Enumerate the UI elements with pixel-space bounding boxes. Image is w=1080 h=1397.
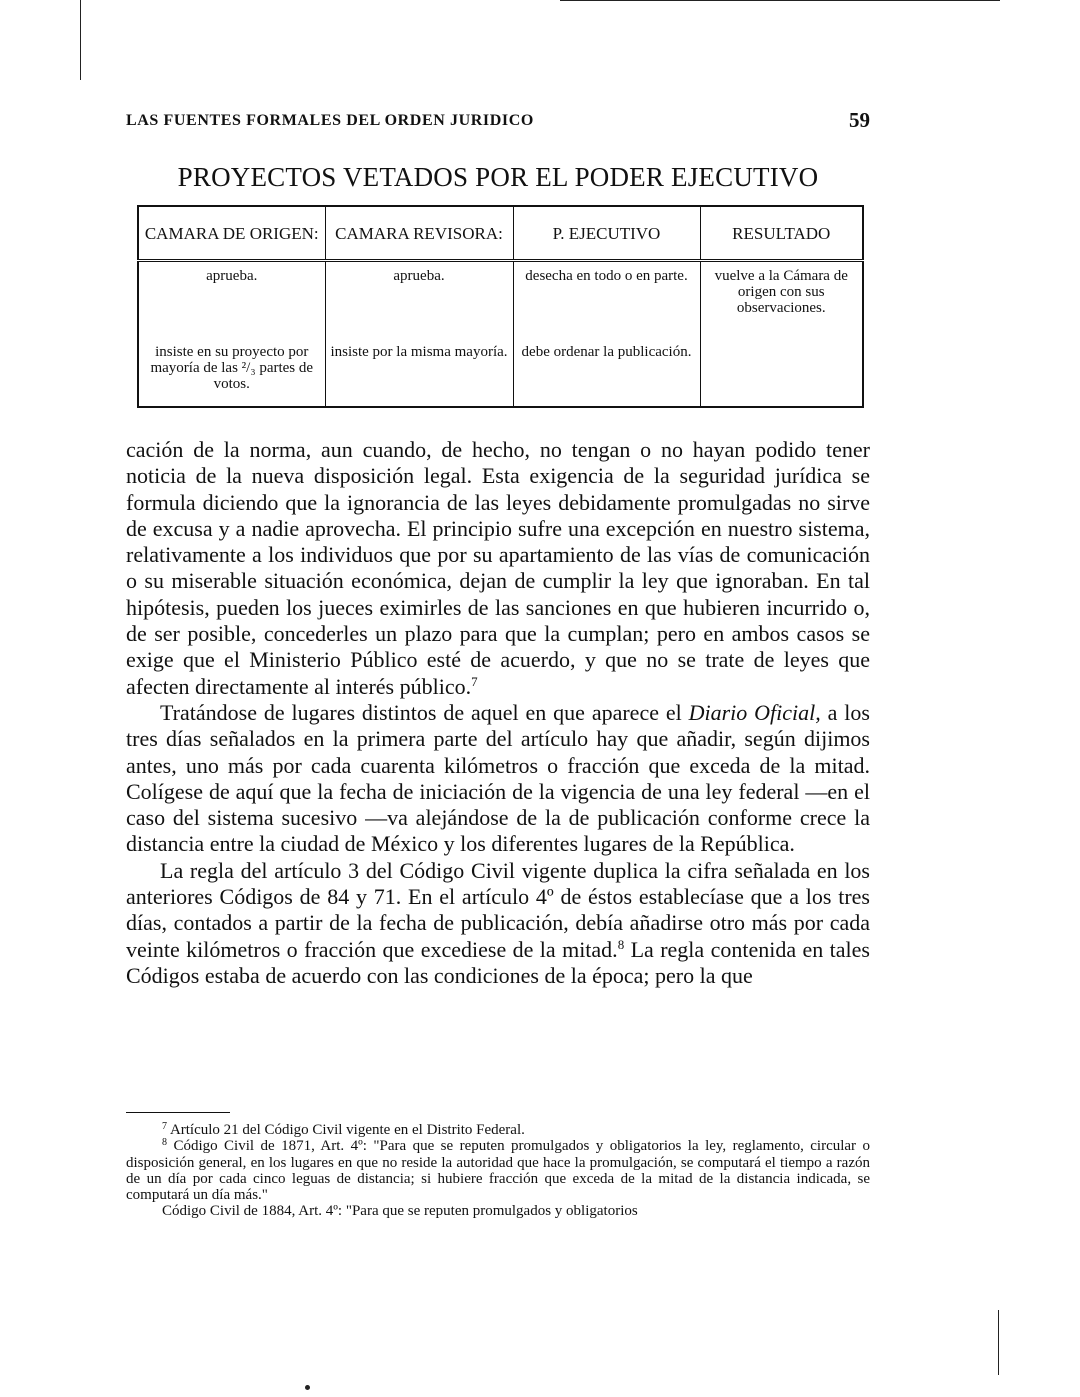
footnote-ref-7: 7	[471, 673, 478, 689]
column-header-resultado: RESULTADO	[700, 206, 863, 261]
footnotes	[126, 1122, 870, 1220]
page-edge-top	[560, 0, 1000, 1]
paragraph-1	[126, 437, 870, 700]
column-header-poder-ejecutivo: P. EJECUTIVO	[513, 206, 700, 261]
scan-speck	[305, 1385, 310, 1390]
body-text	[126, 437, 870, 989]
footnote-separator	[126, 1112, 230, 1113]
table-cell: insiste en su proyecto por mayoría de las ²/₃ partes de votos.	[138, 338, 325, 407]
table-cell: aprueba.	[138, 261, 325, 339]
footnote-7-mark: 7	[162, 1121, 167, 1132]
footnote-ref-8: 8	[617, 936, 625, 952]
paragraph-3-text-b: La regla contenida en tales Códigos estaba de acuerdo con las condiciones de la época; pero la que	[126, 936, 870, 988]
page-number: 59	[849, 108, 870, 132]
paragraph-2-text-a: Tratándose de lugares distintos de aquel en que aparece el	[160, 699, 689, 725]
paragraph-2	[126, 700, 870, 858]
page-edge-left	[80, 0, 81, 80]
table-header-row	[138, 206, 863, 261]
page-edge-right	[998, 1310, 999, 1375]
table-cell: aprueba.	[325, 261, 513, 339]
running-header	[126, 108, 870, 132]
table-cell: debe ordenar la publicación.	[513, 338, 700, 407]
footnote-7-text: Artículo 21 del Código Civil vigente en el Distrito Federal.	[169, 1122, 525, 1138]
column-header-camara-origen: CAMARA DE ORIGEN:	[138, 206, 325, 261]
footnote-7	[126, 1122, 870, 1138]
paragraph-1-text: cación de la norma, aun cuando, de hecho, no tengan o no hayan podido tener noticia de la nueva disposición legal. Esta exigencia de la seguridad jurídica se formula diciendo que la ignorancia de las leyes debidamente promulgadas no sirve de excusa y a nadie aprovecha. El principio sufre una excepción en nuestro sistema, relativamente a los individuos que por su apartamiento de las vías de comunicación o su miserable situación económica, dejan de cumplir la ley que ignoraban. En tal hipótesis, pueden los jueces eximirles de las sanciones en que hubieren incurrido o, de ser posible, concederles un plazo para que la cumplan; pero en ambos casos se exige que el Ministerio Público esté de acuerdo, y que no se trate de leyes que afecten directamente al interés público.	[126, 437, 870, 699]
table-row	[138, 338, 863, 407]
footnote-8-continuation: Código Civil de 1884, Art. 4º: "Para que se reputen promulgados y obligatorios	[162, 1203, 638, 1220]
vetoed-projects-table	[137, 205, 864, 408]
running-title: LAS FUENTES FORMALES DEL ORDEN JURIDICO	[126, 112, 534, 129]
footnote-8	[126, 1138, 870, 1203]
column-header-camara-revisora: CAMARA REVISORA:	[325, 206, 513, 261]
table-cell: insiste por la misma mayoría.	[325, 338, 513, 407]
table-cell-empty	[700, 338, 863, 407]
footnote-8-mark: 8	[162, 1137, 167, 1149]
paragraph-2-text-b: a los tres días señalados en la primera parte del artículo hay que añadir, según dijimos antes, uno más por cada cuarenta kilómetros o fracción que exceda de la mitad. Colígese de aquí que la fecha de iniciación de la vigencia de una ley federal —en el caso del sistema sucesivo —va alejándose de la de publicación conforme crece la distancia entre la ciudad de México y los diferentes lugares de la República.	[126, 699, 870, 857]
footnote-8-text: Código Civil de 1871, Art. 4º: "Para que se reputen promulgados y obligatorios la ley, reglamento, circular o disposición general, en los lugares en que no reside la autoridad que hace la promulgación, se computará el tiempo a razón de un día por cada cinco leguas de distancia; si hubiere fracción que exceda de la mitad de la distancia indicada, se computará un día más."	[126, 1138, 870, 1204]
paragraph-3	[126, 858, 870, 989]
diario-oficial-title: Diario Oficial,	[688, 699, 821, 725]
table-title: PROYECTOS VETADOS POR EL PODER EJECUTIVO	[177, 162, 819, 192]
paragraph-3-text-a: La regla del artículo 3 del Código Civil vigente duplica la cifra señalada en los anteriores Códigos de 84 y 71. En el artículo 4º de éstos establecíase que a los tres días, contados a partir de la fecha de publicación, debía añadirse otro más por cada veinte kilómetros o fracción que excediese de la mitad.	[126, 857, 870, 962]
table-row	[138, 261, 863, 339]
table-cell: desecha en todo o en parte.	[513, 261, 700, 339]
table-cell: vuelve a la Cámara de origen con sus observaciones.	[700, 261, 863, 339]
